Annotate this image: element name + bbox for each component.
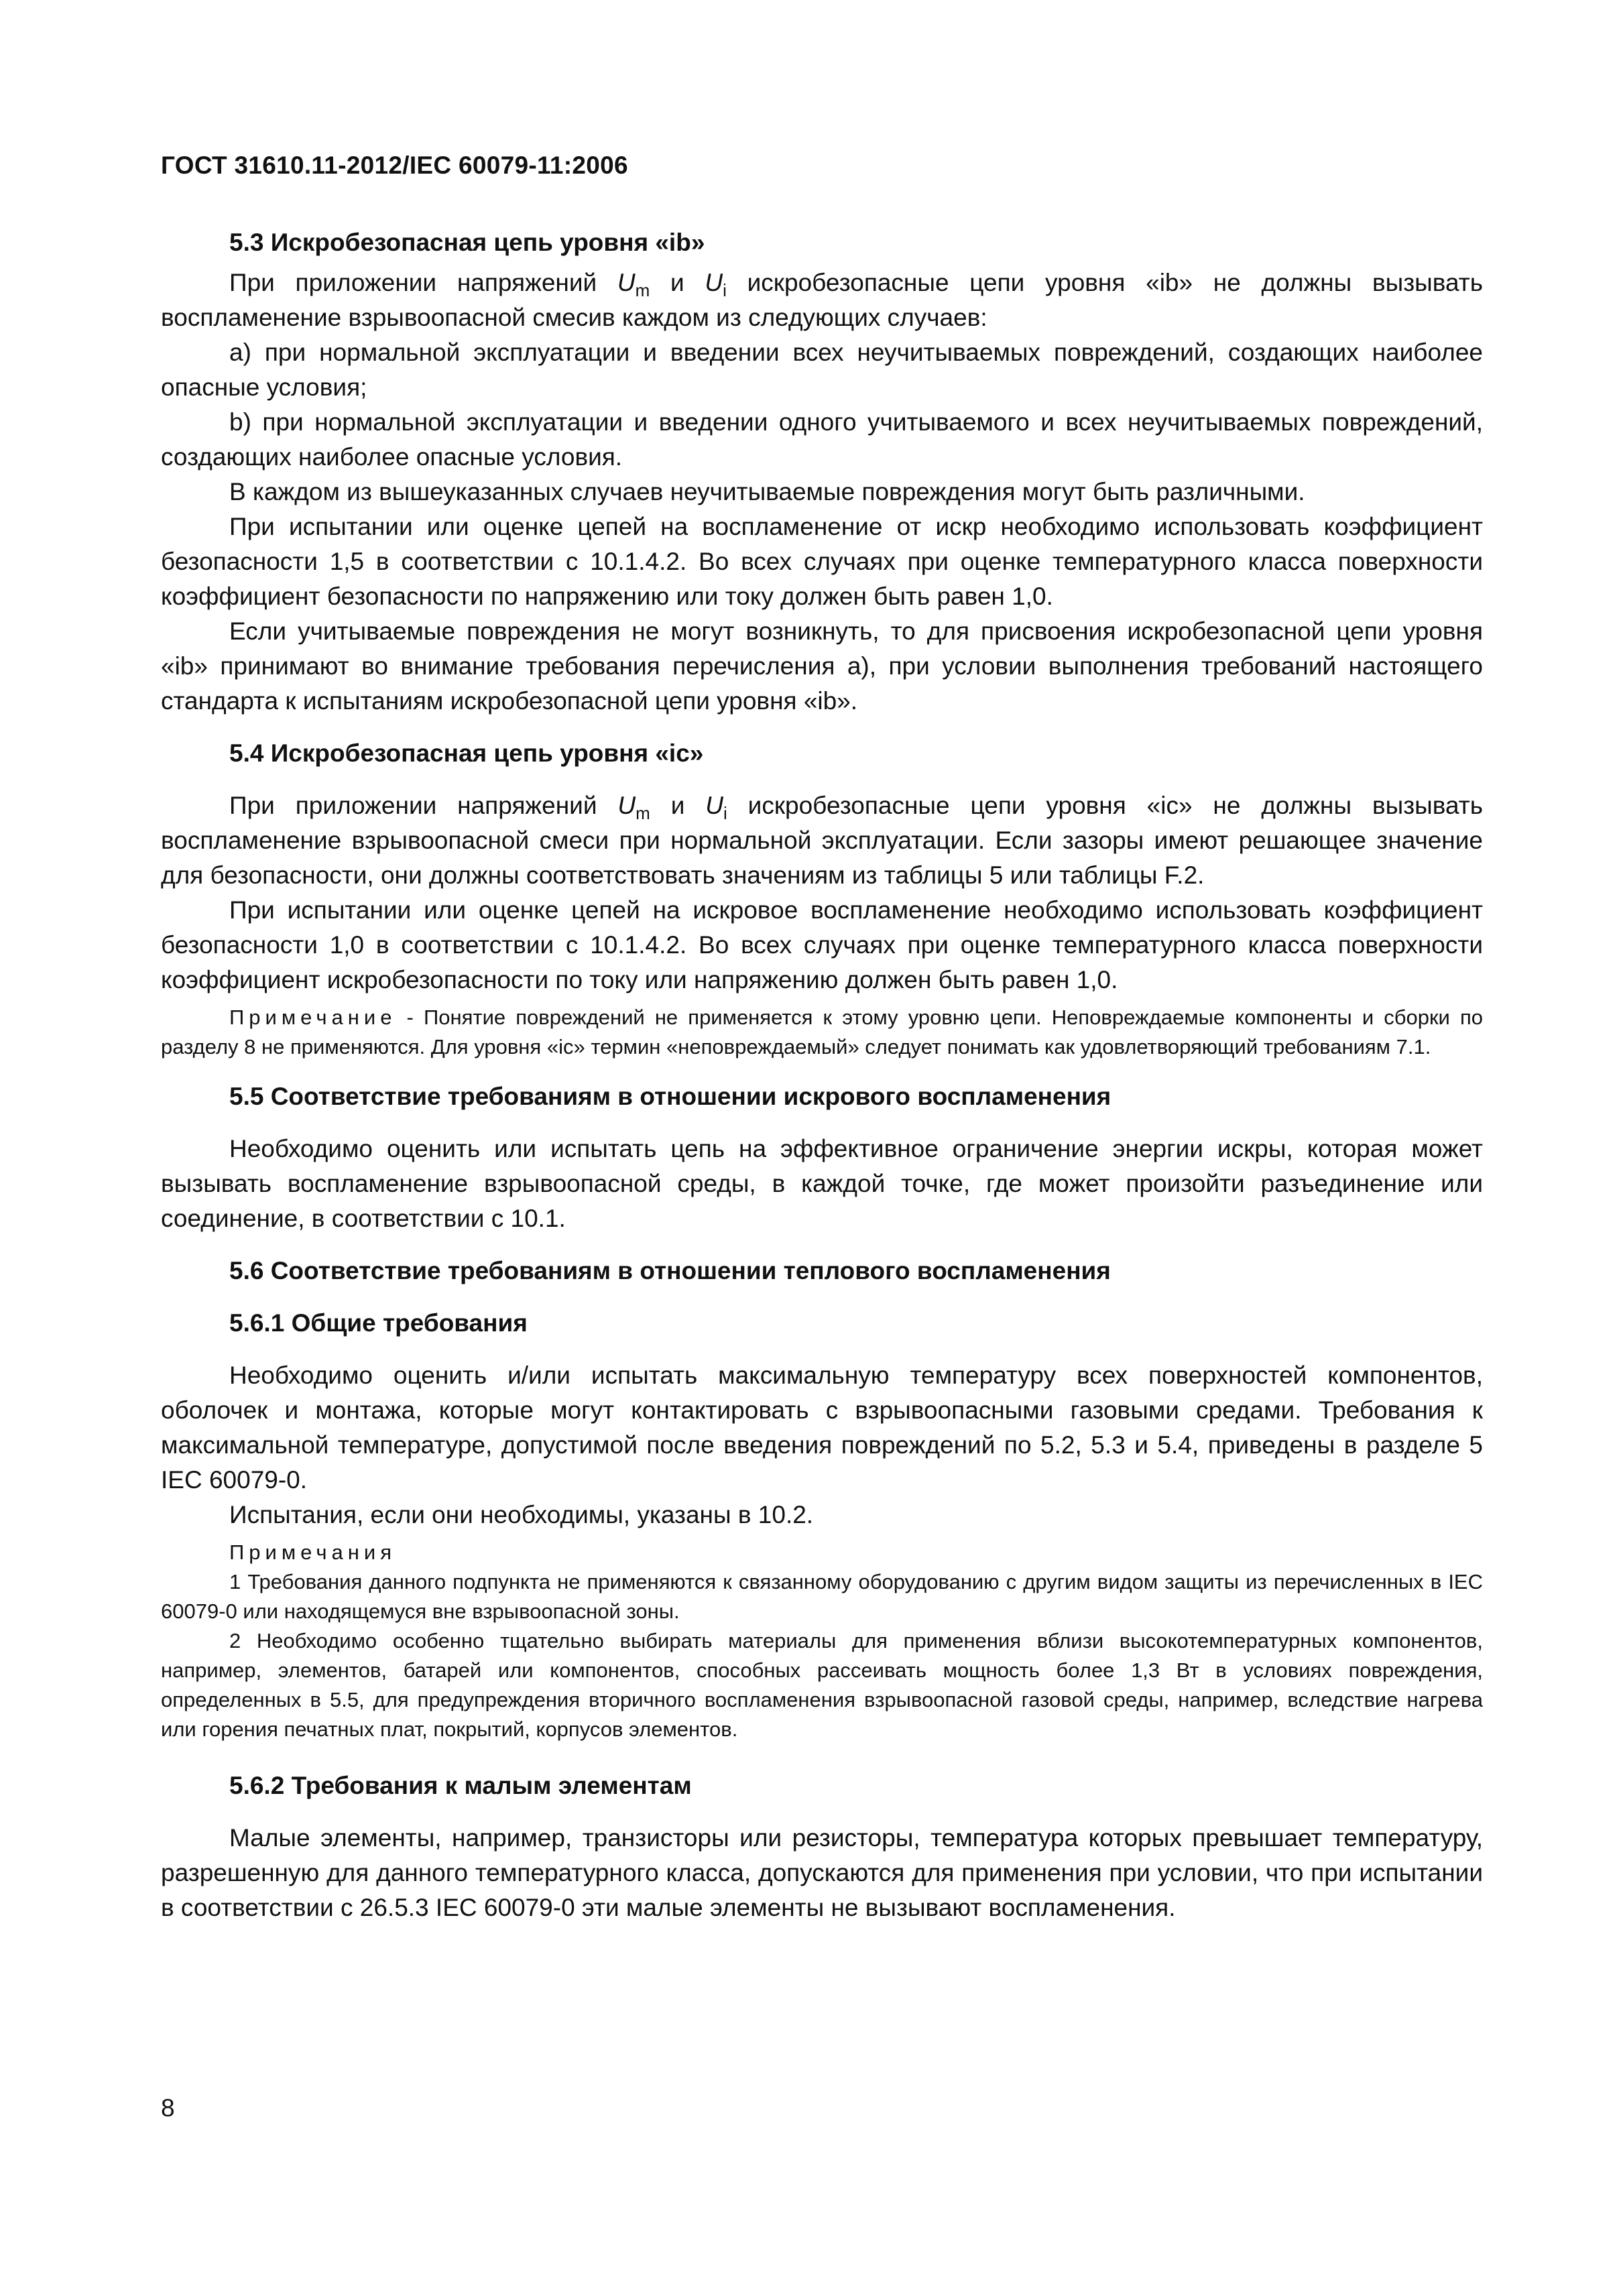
section-5-6-1-paragraph-1: Необходимо оценить и/или испытать максимальную температуру всех поверхностей компонентов, оболочек и монтажа, которые могут контактировать с взрывоопасными газовыми средами. Требования к максимальной температуре, допустимой после введения повреждений по 5.2, 5.3 и 5.4, приведены в разделе 5 IEC 60079-0. bbox=[161, 1362, 1483, 1494]
section-5-5-heading: 5.5 Соответствие требованиям в отношении искрового воспламенения bbox=[229, 1083, 1111, 1110]
section-5-3-item-a: a) при нормальной эксплуатации и введении всех неучитываемых повреждений, создающих наиболее опасные условия; bbox=[161, 339, 1483, 401]
section-5-6-1-note-1: 1 Требования данного подпункта не применяются к связанному оборудованию с другим видом защиты из перечисленных в IEC 60079-0 или находящемуся вне взрывоопасной зоны. bbox=[161, 1570, 1483, 1623]
section-5-6-2-paragraph-1: Малые элементы, например, транзисторы или резисторы, температура которых превышает температуру, разрешенную для данного температурного класса, допускаются для применения при условии, что при испытании в соответствии с 26.5.3 IEC 60079-0 эти малые элементы не вызывают воспламенения. bbox=[161, 1824, 1483, 1921]
page-number: 8 bbox=[161, 2094, 175, 2122]
section-5-6-1-heading: 5.6.1 Общие требования bbox=[229, 1309, 528, 1337]
section-5-3-paragraph-1: При приложении напряжений $U_m$ и $U_i$ искробезопасные цепи уровня «ib» не должны вызывать воспламенение взрывоопасной смесив каждом из следующих случаев: bbox=[161, 269, 1483, 331]
section-5-3-paragraph-6: Если учитываемые повреждения не могут возникнуть, то для присвоения искробезопасной цепи уровня «ib» принимают во внимание требования перечисления а), при условии выполнения требований настоящего стандарта к испытаниям искробезопасной цепи уровня «ib». bbox=[161, 617, 1483, 715]
section-5-4-note: Примечание - Понятие повреждений не применяется к этому уровню цепи. Неповреждаемые компоненты и сборки по разделу 8 не применяются. Для уровня «ic» термин «неповреждаемый» следует понимать как удовлетворяющий требованиям 7.1. bbox=[161, 1006, 1483, 1059]
document-header: ГОСТ 31610.11-2012/IEC 60079-11:2006 bbox=[161, 152, 628, 179]
section-5-6-1-note-2: 2 Необходимо особенно тщательно выбирать материалы для применения вблизи высокотемпературных компонентов, например, элементов, батарей или компонентов, способных рассеивать мощность более 1,3 Вт в условиях повреждения, определенных в 5.5, для предупреждения вторичного воспламенения взрывоопасной газовой среды, например, вследствие нагрева или горения печатных плат, покрытий, корпусов элементов. bbox=[161, 1629, 1483, 1741]
section-5-3-paragraph-5: При испытании или оценке цепей на воспламенение от искр необходимо использовать коэффициент безопасности 1,5 в соответствии с 10.1.4.2. Во всех случаях при оценке температурного класса поверхности коэффициент безопасности по напряжению или току должен быть равен 1,0. bbox=[161, 513, 1483, 610]
notes-title: Примечания bbox=[229, 1540, 396, 1564]
section-5-3-paragraph-4: В каждом из вышеуказанных случаев неучитываемые повреждения могут быть различными. bbox=[229, 478, 1305, 505]
section-5-6-1-paragraph-2: Испытания, если они необходимы, указаны в 10.2. bbox=[229, 1501, 814, 1528]
document-page bbox=[161, 0, 1483, 2296]
section-5-4-heading: 5.4 Искробезопасная цепь уровня «ic» bbox=[229, 739, 704, 767]
section-5-5-paragraph-1: Необходимо оценить или испытать цепь на эффективное ограничение энергии искры, которая может вызывать воспламенение взрывоопасной среды, в каждой точке, где может произойти разъединение или соединение, в соответствии с 10.1. bbox=[161, 1135, 1483, 1232]
section-5-4-paragraph-1: При приложении напряжений $U_m$ и $U_i$ искробезопасные цепи уровня «ic» не должны вызывать воспламенение взрывоопасной смеси при нормальной эксплуатации. Если зазоры имеют решающее значение для безопасности, они должны соответствовать значениям из таблицы 5 или таблицы F.2. bbox=[161, 792, 1483, 889]
note-label: Примечание bbox=[229, 1006, 397, 1029]
section-5-3-item-b: b) при нормальной эксплуатации и введении одного учитываемого и всех неучитываемых повреждений, создающих наиболее опасные условия. bbox=[161, 408, 1483, 471]
document-body bbox=[161, 225, 1483, 1925]
section-5-6-2-heading: 5.6.2 Требования к малым элементам bbox=[229, 1772, 692, 1799]
section-5-4-paragraph-2: При испытании или оценке цепей на искровое воспламенение необходимо использовать коэффициент безопасности 1,0 в соответствии с 10.1.4.2. Во всех случаях при оценке температурного класса поверхности коэффициент искробезопасности по току или напряжению должен быть равен 1,0. bbox=[161, 896, 1483, 993]
section-5-3-heading: 5.3 Искробезопасная цепь уровня «ib» bbox=[229, 229, 705, 256]
section-5-6-heading: 5.6 Соответствие требованиям в отношении теплового воспламенения bbox=[229, 1257, 1111, 1284]
